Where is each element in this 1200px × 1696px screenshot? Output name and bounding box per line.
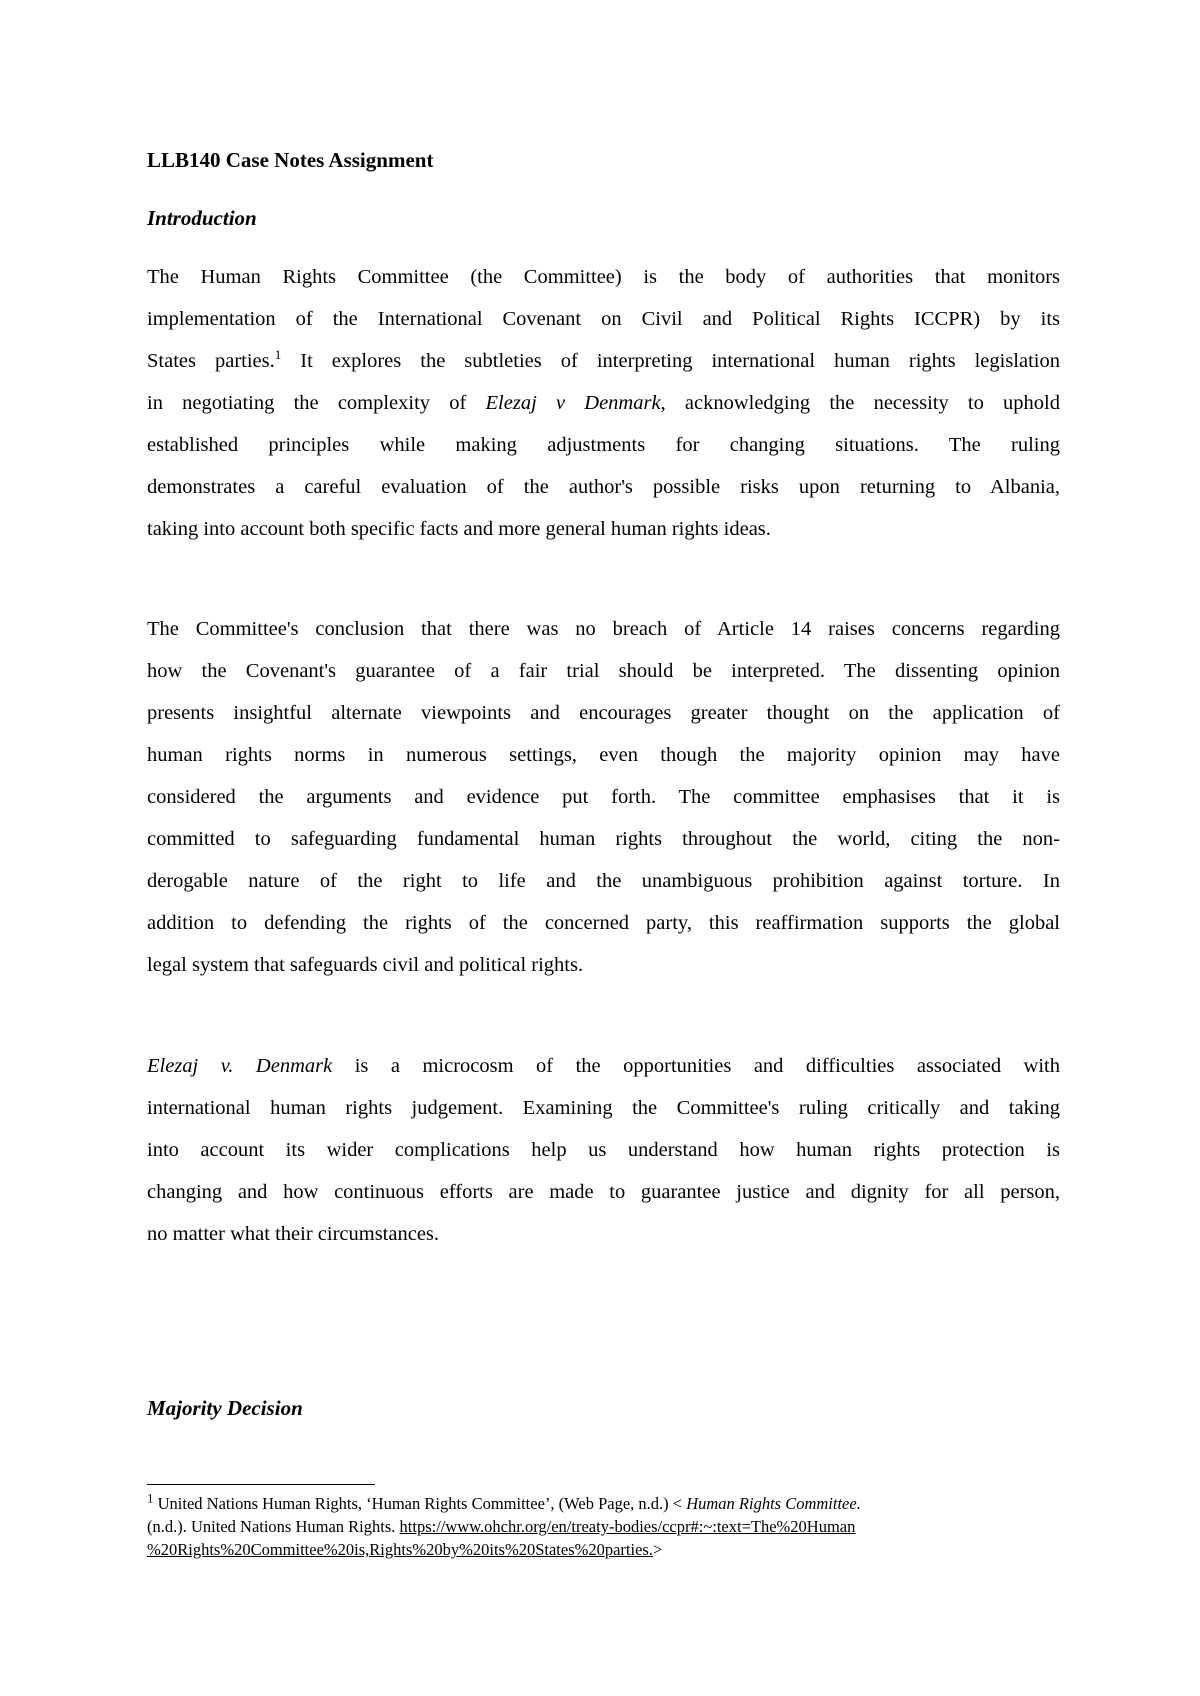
text-line: no matter what their circumstances. <box>147 1223 440 1245</box>
footnote-separator <box>147 1484 375 1485</box>
footnote-link[interactable]: %20Rights%20Committee%20is,Rights%20by%20its%20States%20parties. <box>147 1540 653 1559</box>
text-line: human rights norms in numerous settings, even though the majority opinion may have <box>147 744 1060 766</box>
text: It explores the subtleties of interpreting international human rights legislation <box>281 350 1060 372</box>
text-line: how the Covenant's guarantee of a fair trial should be interpreted. The dissenting opinion <box>147 660 1060 682</box>
text-line: implementation of the International Covenant on Civil and Political Rights ICCPR) by its <box>147 308 1060 330</box>
footnote-number: 1 <box>147 1490 154 1506</box>
text: (n.d.). United Nations Human Rights. <box>147 1517 400 1536</box>
text: Human Rights Committee. <box>686 1494 861 1513</box>
text-line <box>147 1045 1060 1087</box>
text-line: taking into account both specific facts and more general human rights ideas. <box>147 518 771 540</box>
introduction-paragraph-3 <box>147 1045 1060 1255</box>
text-line: presents insightful alternate viewpoints and encourages greater thought on the application of <box>147 702 1060 724</box>
text-line: changing and how continuous efforts are made to guarantee justice and dignity for all person, <box>147 1181 1060 1203</box>
case-name: Elezaj v Denmark <box>485 392 661 414</box>
footnote-line <box>147 1492 1060 1515</box>
text-line: international human rights judgement. Examining the Committee's ruling critically and taking <box>147 1097 1060 1119</box>
text: United Nations Human Rights, ‘Human Rights Committee’, (Web Page, n.d.) < <box>153 1494 687 1513</box>
majority-decision-heading: Majority Decision <box>147 1396 303 1420</box>
text-line: committed to safeguarding fundamental human rights throughout the world, citing the non- <box>147 828 1060 850</box>
text: > <box>652 1540 663 1559</box>
text-line: The Human Rights Committee (the Committee) is the body of authorities that monitors <box>147 266 1060 288</box>
introduction-paragraph-1 <box>147 256 1060 550</box>
footnote-line <box>147 1515 1060 1538</box>
introduction-heading: Introduction <box>147 206 257 230</box>
footnote <box>147 1492 1060 1561</box>
text-line: legal system that safeguards civil and political rights. <box>147 954 584 976</box>
text-line <box>147 382 1060 424</box>
text-line: addition to defending the rights of the concerned party, this reaffirmation supports the global <box>147 912 1060 934</box>
text-line <box>147 340 1060 382</box>
text: , acknowledging the necessity to uphold <box>660 392 1061 414</box>
text-line: The Committee's conclusion that there was no breach of Article 14 raises concerns regarding <box>147 618 1060 640</box>
footnote-link[interactable]: https://www.ohchr.org/en/treaty-bodies/ccpr#:~:text=The%20Human <box>399 1517 856 1536</box>
footnote-reference[interactable]: 1 <box>274 347 282 363</box>
text: is a microcosm of the opportunities and difficulties associated with <box>332 1055 1061 1077</box>
text-line: established principles while making adjustments for changing situations. The ruling <box>147 434 1060 456</box>
text-line: demonstrates a careful evaluation of the author's possible risks upon returning to Albania, <box>147 476 1060 498</box>
text-line: considered the arguments and evidence put forth. The committee emphasises that it is <box>147 786 1060 808</box>
document-title: LLB140 Case Notes Assignment <box>147 148 434 172</box>
footnote-line <box>147 1538 1060 1561</box>
text-line: into account its wider complications help us understand how human rights protection is <box>147 1139 1060 1161</box>
introduction-paragraph-2 <box>147 608 1060 986</box>
case-name: Elezaj v. Denmark <box>147 1055 333 1077</box>
text-line: derogable nature of the right to life and the unambiguous prohibition against torture. In <box>147 870 1060 892</box>
text: States parties. <box>147 350 275 372</box>
text: in negotiating the complexity of <box>147 392 486 414</box>
